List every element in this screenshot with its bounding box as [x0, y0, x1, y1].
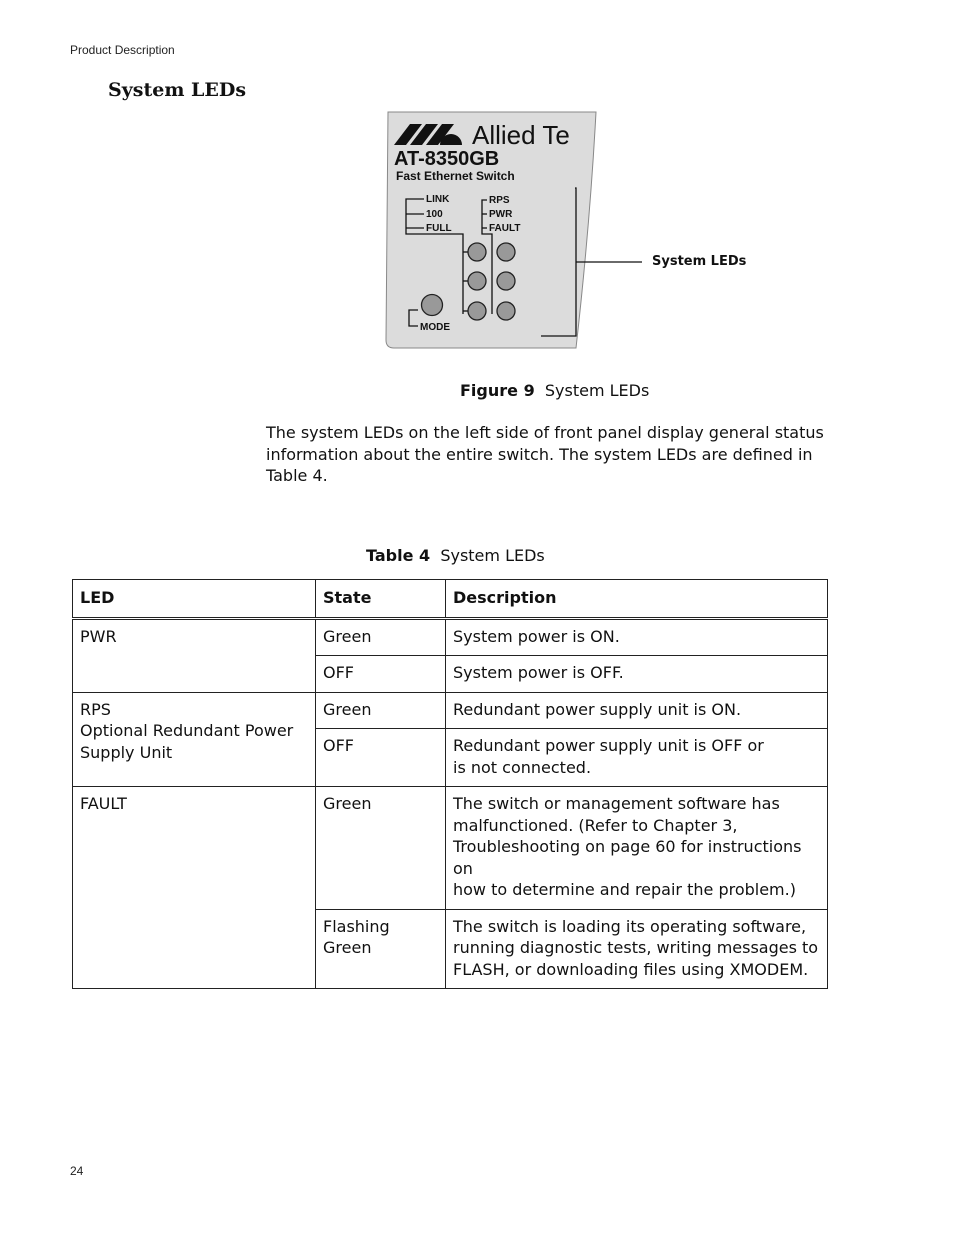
led-rps — [497, 243, 515, 261]
table-header-row — [73, 580, 828, 619]
table-caption-label: Table 4 — [366, 546, 431, 565]
cell-state: Green — [316, 692, 446, 729]
brand-name: Allied Te — [472, 120, 570, 150]
mode-label: MODE — [420, 322, 450, 333]
header-description: Description — [446, 580, 828, 619]
page-number: 24 — [70, 1164, 84, 1178]
cell-led: PWR — [73, 618, 316, 692]
cell-state: Green — [316, 787, 446, 910]
cell-state: Flashing Green — [316, 909, 446, 989]
table-caption-text: System LEDs — [440, 546, 545, 565]
led-link — [468, 243, 486, 261]
callout-label: System LEDs — [652, 254, 747, 269]
body-paragraph: The system LEDs on the left side of front panel display general status information about the entire switch. The system LEDs are defined in Table 4. — [266, 423, 824, 485]
table-row — [73, 692, 828, 729]
cell-description: System power is ON. — [446, 618, 828, 656]
header-led: LED — [73, 580, 316, 619]
front-panel-figure — [380, 104, 760, 360]
led-label-link: LINK — [426, 194, 450, 205]
cell-description: The switch or management software has malfunctioned. (Refer to Chapter 3, Troubleshooting on page 60 for instructions on how to determine and repair the problem.) — [446, 787, 828, 910]
header-state: State — [316, 580, 446, 619]
led-label-fault: FAULT — [489, 223, 521, 234]
table-row — [73, 618, 828, 656]
cell-description: The switch is loading its operating software, running diagnostic tests, writing messages to FLASH, or downloading files using XMODEM. — [446, 909, 828, 989]
led-100 — [468, 272, 486, 290]
table-row — [73, 787, 828, 910]
system-leds-table — [72, 579, 828, 989]
figure-caption — [460, 381, 649, 400]
section-title: System LEDs — [108, 79, 247, 101]
panel-subtitle: Fast Ethernet Switch — [396, 169, 515, 183]
figure-caption-text: System LEDs — [544, 381, 650, 400]
led-label-full: FULL — [426, 223, 452, 234]
cell-led: RPS Optional Redundant Power Supply Unit — [73, 692, 316, 787]
cell-description: System power is OFF. — [446, 656, 828, 693]
led-fault — [497, 302, 515, 320]
cell-led: FAULT — [73, 787, 316, 989]
led-label-pwr: PWR — [489, 209, 513, 220]
figure-caption-label: Figure 9 — [460, 381, 535, 400]
led-pwr — [497, 272, 515, 290]
running-head: Product Description — [70, 43, 175, 57]
cell-state: OFF — [316, 729, 446, 787]
led-label-100: 100 — [426, 209, 443, 220]
cell-description: Redundant power supply unit is OFF or is not connected. — [446, 729, 828, 787]
mode-button — [422, 295, 443, 316]
table-caption — [366, 546, 545, 565]
led-full — [468, 302, 486, 320]
model-name: AT-8350GB — [394, 148, 500, 170]
cell-state: OFF — [316, 656, 446, 693]
cell-description: Redundant power supply unit is ON. — [446, 692, 828, 729]
led-label-rps: RPS — [489, 195, 510, 206]
cell-state: Green — [316, 618, 446, 656]
